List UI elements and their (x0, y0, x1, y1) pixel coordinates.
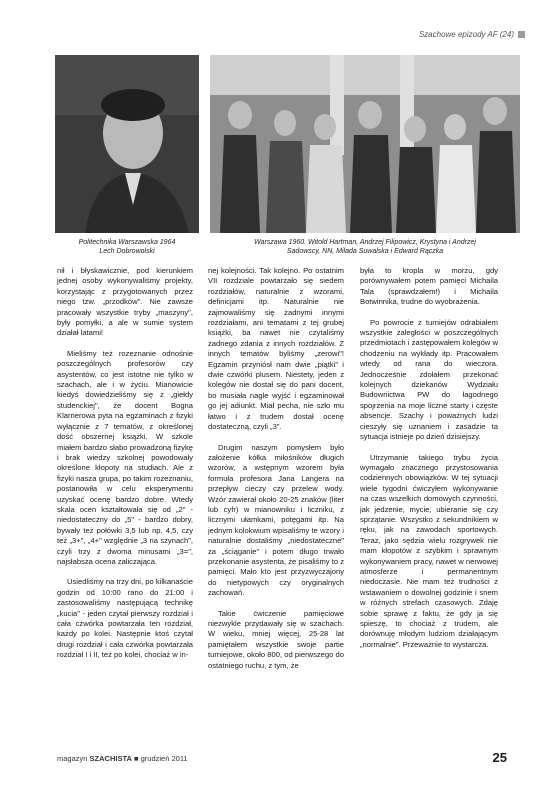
text-column-1 (57, 266, 193, 671)
series-title: Szachowe epizody AF (24) (418, 30, 514, 39)
paragraph: Takie ćwiczenie pamięciowe niezwykle przydawały się w szachach. W wieku, mniej więcej, 25-28 lat pamiętałem wszystkie swoje partie turniejowe, około 800, od pierwszego do ostatniego ruchu, z tym, że (208, 608, 344, 670)
caption-line: Warszawa 1960. Witold Hartman, Andrzej Filipowicz, Krystyna i Andrzej (254, 239, 476, 246)
paragraph: Usiedliśmy na trzy dni, po kilkanaście godzin od 10:00 rano do 21:00 i zastosowaliśmy następującą technikę „kucia" - jeden czytał pierwszy rozdział i cała czwórka powtarzała ten rozdział, każdy po kolei. Następnie ktoś czytał drugi rozdział i cała czwórka powtarzała rozdział I i II, też po kolei, chociaż w in- (57, 577, 193, 660)
paragraph: Po powrocie z turniejów odrabiałem wszystkie zaległości w poszczególnych przedmiotach i zastępowałem kolegów w chodzeniu na wykłady itp. Pracowałem wtedy od rana do wieczora. Jednocześnie zdołałem przekonać kolejnych dziekanów Wydziału Budownictwa PW do łagodnego spojrzenia na moje liczne starty i częste absencje. Szachy i poważnych ludzi cieszyły się uznaniem i zasadzie ta sytuacja istnieje po dzień dzisiejszy. (360, 317, 498, 442)
page-footer (57, 754, 188, 763)
footer-brand: SZACHISTA (89, 754, 132, 763)
portrait-photo (55, 55, 199, 233)
text-column-2 (208, 266, 344, 681)
series-header (419, 30, 525, 39)
text-column-3 (360, 266, 498, 660)
footer-separator: ■ (134, 754, 139, 763)
footer-date: grudzień 2011 (140, 754, 188, 763)
paragraph: była to kropla w morzu, gdy porównywałem potem pamięci Michaila Tala (sprawdzałem!) i Michaila Botwinnika, trudne do wyobrażenia. (360, 266, 498, 307)
group-caption (210, 238, 520, 256)
group-photo (210, 55, 520, 233)
page-number: 25 (492, 750, 507, 765)
paragraph: nej kolejności. Tak kolejno. Po ostatnim VII rozdziale powtarzało się siedem rozdziałów, naturalnie z wzorami, definicjami itp. Naturalnie nie zajmowaliśmy się żadnymi innymi rozdziałami, ani tematami z tej grubej książki, ba nawet nie czytaliśmy żadnego zdania z innych rozdziałów. Z innych tematów byliśmy „zerowi"! Egzamin przyniósł nam dwie „piątki" i dwie czwórki plusem. Niestety, jeden z kolegów nie dostał się do pani docent, bo musiała nagle wyjść i egzaminował go jej adiunkt. Miał pecha, nie szło mu łatwo i z trudem dostał ocenę dostateczną, czyli „3". (208, 266, 344, 432)
footer-prefix: magazyn (57, 754, 88, 763)
square-icon (518, 31, 525, 38)
paragraph: Utrzymanie takiego trybu życia wymagało znacznego przystosowania codziennych obowiązków. W tej sytuacji wiele tygodni ćwiczyłem wykonywanie na czas wszelkich domowych czynności, jak jedzenie, mycie, ubieranie się czy sprzątanie. Wszystko z sekundnikiem w ręku, jak na zawodach sportowych. Teraz, jako sędzia wielu rozgrywek nie mam kłopotów z szybkim i sprawnym wykonywaniem pracy, nawet w nerwowej atmosferze i permanentnym niedoczasie. Nie mam też trudności z wstawaniem o dowolnej godzinie i snem w różnych strefach czasowych. Zdaję sobie sprawę z faktu, że gdy ja się spieszę, to chociaż z trudem, ale dorównuję młodym ludziom działającym „normalnie". Przeważnie to wystarcza. (360, 452, 498, 649)
paragraph: Drugim naszym pomysłem było założenie kółka miłośników długich wzorów, a wstępnym wzorem była formuła profesora Jana Langera na przepływ cieczy czy przelew wody. Wzór zawierał około 20-25 znaków (liter lub cyfr) w mianowniku i liczniku, z licznymi ułamkami, potęgami itp. Na jednym kolokwium wpisaliśmy te wzory i naturalnie dostaliśmy „niedostateczne" za „ściąganie" i potem długo trwało przekonanie asystenta, że pisaliśmy to z pamięci. Mało kto jest przyzwyczajony do nietypowych czy oryginalnych zachowań. (208, 442, 344, 598)
paragraph: Mieliśmy też rozeznanie odnośnie poszczególnych profesorów czy asystentów, co jest istotne nie tylko w szachach, ale i w życiu. Mianowicie kiedyś dowiedzieliśmy się z „giełdy studenckiej", że docent Bogna Klarnerowa pyta na egzaminach z fizyki wyłącznie z 7 tematów, z określonej dość obszernej książki. W szkole miałem bardzo słabo prowadzoną fizykę i brak wiedzy szkolnej powodowały określone kłopoty na studiach. Ale z fizyki nasza grupa, po takim rozeznaniu, postanowiła w celu eksperymentu uzyskać ocenę bardzo dobre. Wtedy skala ocen kształtowała się od „2" - niedostateczny do „5" - bardzo dobry, bywały też połówki 3,5 lub np. 4,5, czy też „3+", „4+" względnie „3 na szynach", czyli trzy z dwoma minusami „3=", najsłabsza ocena zaliczająca. (57, 348, 193, 566)
portrait-caption (55, 238, 199, 256)
caption-line: Lech Dobrowolski (99, 248, 155, 255)
paragraph: nił i błyskawicznie, pod kierunkiem jednej osoby wykonywaliśmy projekty, korzystając z przygotowanych przez niego tzw. „przodków". Nie zawsze pracowały wszystkie tryby „maszyny", były pomyłki, a ale w sumie system działał latami! (57, 266, 193, 338)
caption-line: Politechnika Warszawska 1964 (78, 239, 176, 246)
caption-line: Sadowscy, NN, Milada Suwalska i Edward Rączka (286, 248, 444, 255)
